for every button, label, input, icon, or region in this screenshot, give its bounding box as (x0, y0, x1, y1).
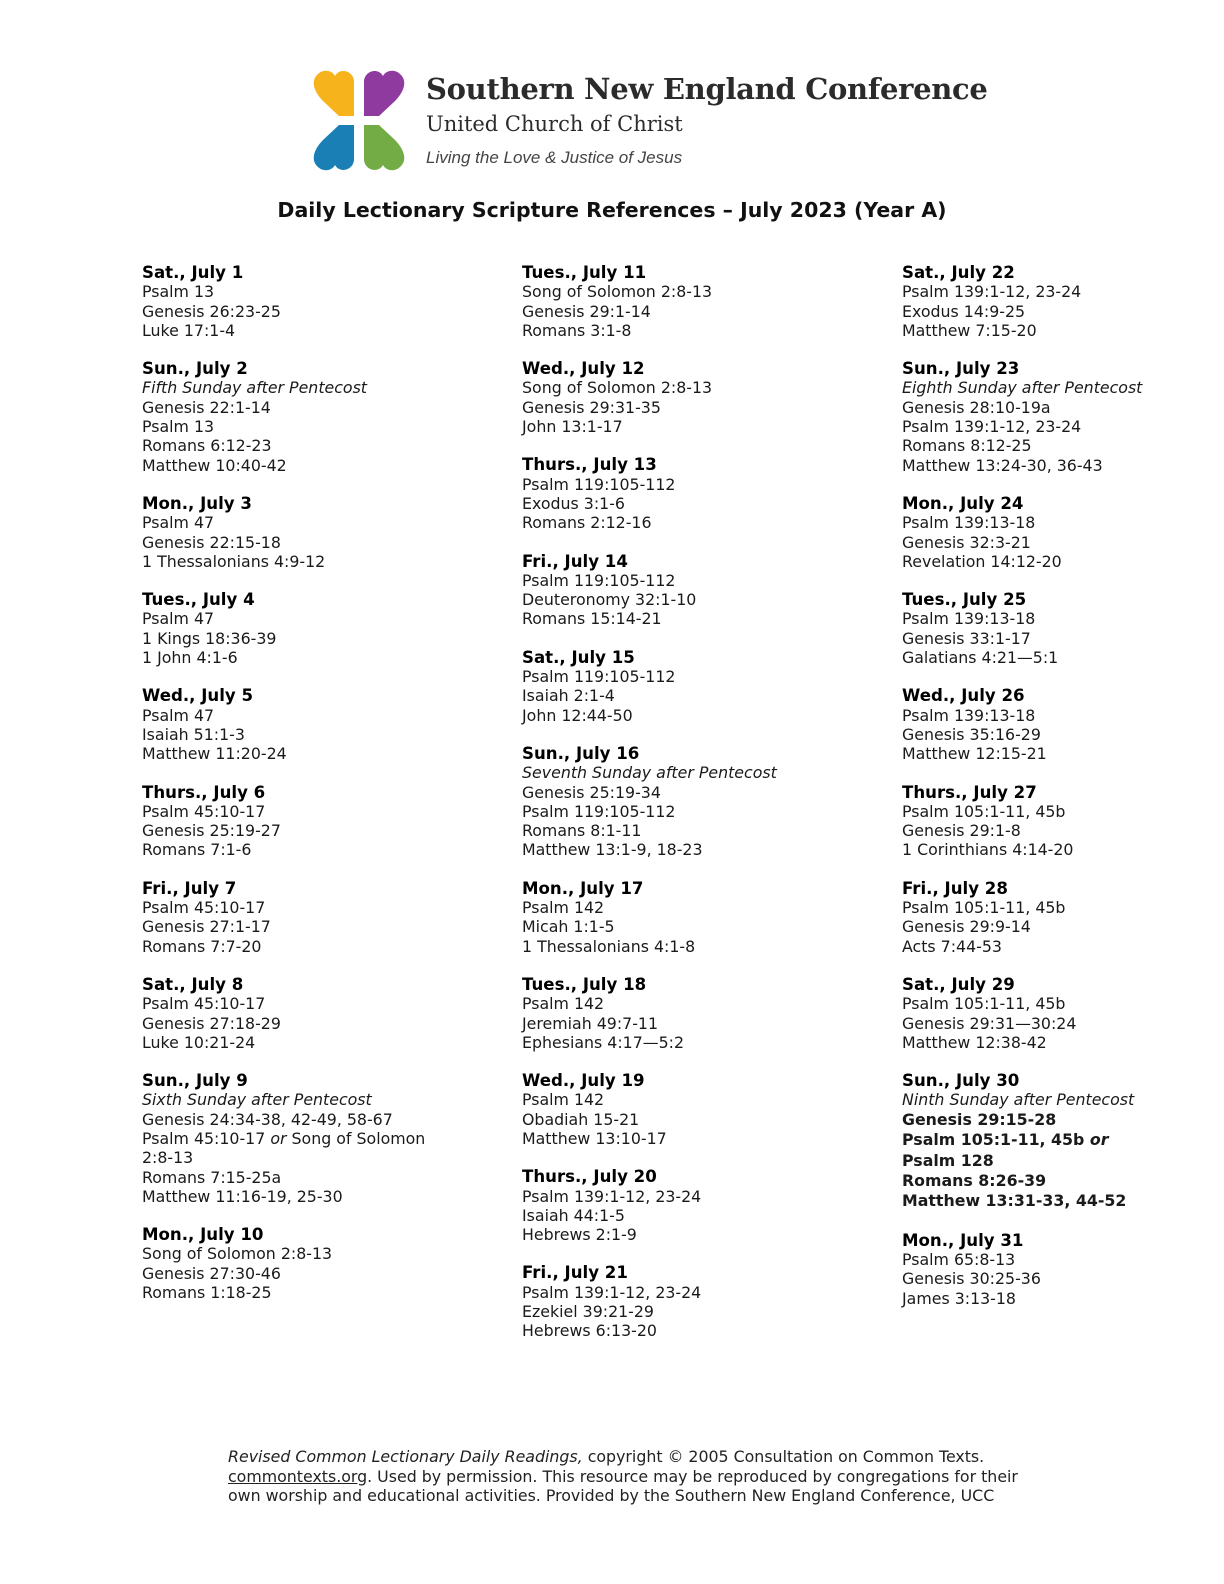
scripture-reading: Genesis 27:30-46 (142, 1263, 281, 1283)
scripture-reading: Psalm 105:1-11, 45b (902, 801, 1066, 821)
scripture-reading: Romans 8:26-39 (902, 1170, 1047, 1190)
scripture-reading: Psalm 45:10-17 (142, 801, 266, 821)
scripture-reading: 1 Corinthians 4:14-20 (902, 840, 1074, 860)
lectionary-column-2 (522, 263, 822, 1360)
scripture-reading: Isaiah 2:1-4 (522, 686, 615, 706)
day-heading: Sat., July 22 (902, 263, 1015, 282)
observance-label: Seventh Sunday after Pentecost (522, 763, 777, 783)
day-heading: Sat., July 29 (902, 974, 1015, 994)
scripture-reading: Galatians 4:21—5:1 (902, 648, 1059, 668)
scripture-reading: Genesis 30:25-36 (902, 1269, 1041, 1289)
scripture-reading: Romans 8:12-25 (902, 436, 1032, 456)
scripture-reading: Deuteronomy 32:1-10 (522, 590, 697, 610)
scripture-reading: Romans 15:14-21 (522, 609, 662, 629)
scripture-reading: Matthew 12:15-21 (902, 744, 1047, 764)
day-heading: Tues., July 11 (522, 263, 647, 282)
scripture-reading: Matthew 13:1-9, 18-23 (522, 840, 703, 860)
day-heading: Sun., July 9 (142, 1071, 248, 1091)
scripture-reading: Genesis 26:23-25 (142, 301, 281, 321)
scripture-reading: Romans 7:15-25a (142, 1167, 282, 1187)
scripture-reading: Ephesians 4:17—5:2 (522, 1032, 684, 1052)
scripture-reading: Isaiah 44:1-5 (522, 1205, 625, 1225)
scripture-reading: Psalm 47 (142, 705, 215, 725)
scripture-reading: Psalm 142 (522, 898, 605, 918)
day-entry (522, 1263, 822, 1340)
logo-blue-heart (314, 125, 354, 170)
day-entry (142, 879, 442, 956)
scripture-reading: Genesis 32:3-21 (902, 532, 1031, 552)
day-entry (522, 263, 822, 340)
scripture-reading: Genesis 25:19-34 (522, 782, 661, 802)
day-heading: Tues., July 4 (142, 590, 255, 610)
scripture-reading: Psalm 45:10-17 (142, 898, 266, 918)
day-heading: Fri., July 28 (902, 878, 1008, 898)
day-heading: Sun., July 2 (142, 359, 248, 379)
lectionary-column-1 (142, 263, 442, 1321)
scripture-reading: Psalm 139:1-12, 23-24 (902, 417, 1082, 437)
scripture-reading: Romans 2:12-16 (522, 513, 652, 533)
day-entry (142, 494, 442, 571)
logo-purple-heart (364, 71, 404, 116)
day-entry (522, 879, 822, 956)
scripture-reading: Jeremiah 49:7-11 (522, 1013, 659, 1033)
scripture-reading: Psalm 45:10-17 (142, 994, 266, 1014)
scripture-reading: Psalm 142 (522, 994, 605, 1014)
scripture-reading: John 13:1-17 (522, 417, 623, 437)
scripture-reading: Isaiah 51:1-3 (142, 724, 245, 744)
day-entry (902, 590, 1152, 667)
scripture-reading: Psalm 45:10-17 or Song of Solomon 2:8-13 (142, 1128, 426, 1168)
day-entry (522, 744, 822, 860)
scripture-reading: Genesis 33:1-17 (902, 628, 1031, 648)
scripture-reading: Revelation 14:12-20 (902, 551, 1062, 571)
scripture-reading: Psalm 105:1-11, 45b or Psalm 128 (902, 1130, 1109, 1170)
scripture-reading: Genesis 29:1-8 (902, 821, 1021, 841)
footer-credit-text: copyright © 2005 Consultation on Common Texts. (582, 1447, 985, 1466)
scripture-reading: Genesis 29:15-28 (902, 1109, 1057, 1129)
scripture-reading: Matthew 13:31-33, 44-52 (902, 1191, 1127, 1211)
scripture-reading: Psalm 139:1-12, 23-24 (522, 1186, 702, 1206)
day-heading: Fri., July 14 (522, 551, 628, 571)
scripture-reading: Romans 7:1-6 (142, 840, 252, 860)
day-entry (142, 359, 442, 475)
scripture-reading: Genesis 22:15-18 (142, 532, 281, 552)
observance-label: Fifth Sunday after Pentecost (142, 378, 368, 398)
scripture-reading: Psalm 47 (142, 513, 215, 533)
scripture-reading: Genesis 28:10-19a (902, 397, 1051, 417)
scripture-reading: 1 John 4:1-6 (142, 648, 238, 668)
day-heading: Mon., July 17 (522, 878, 644, 898)
scripture-reading: Genesis 27:18-29 (142, 1013, 281, 1033)
scripture-reading: Genesis 24:34-38, 42-49, 58-67 (142, 1109, 393, 1129)
day-heading: Tues., July 18 (522, 974, 647, 994)
scripture-reading: Genesis 29:31-35 (522, 397, 661, 417)
day-heading: Thurs., July 13 (522, 455, 657, 475)
day-heading: Tues., July 25 (902, 590, 1027, 610)
or-conjunction: or (270, 1128, 287, 1148)
scripture-reading: Genesis 22:1-14 (142, 397, 271, 417)
scripture-reading: Exodus 14:9-25 (902, 301, 1026, 321)
day-entry (522, 1167, 822, 1244)
day-entry (902, 494, 1152, 571)
page-header (306, 68, 988, 178)
scripture-reading: James 3:13-18 (902, 1288, 1016, 1308)
scripture-reading: Matthew 11:20-24 (142, 744, 287, 764)
scripture-reading: Genesis 29:31—30:24 (902, 1013, 1077, 1033)
logo-yellow-heart (314, 71, 354, 116)
footer-permission-text: . Used by permission. This resource may be reproduced by congregations for their own worship and educational activities. Provided by the Southern New England Conference, UCC (228, 1466, 1018, 1505)
day-heading: Thurs., July 20 (522, 1167, 657, 1187)
scripture-reading: Hebrews 2:1-9 (522, 1225, 637, 1245)
day-entry (902, 783, 1152, 860)
copyright-footer (228, 1447, 1048, 1506)
scripture-reading: Psalm 139:1-12, 23-24 (902, 282, 1082, 302)
day-heading: Mon., July 31 (902, 1230, 1024, 1250)
day-entry (142, 263, 442, 340)
scripture-reading: Psalm 119:105-112 (522, 570, 676, 590)
logo-green-heart (364, 125, 404, 170)
day-heading: Sun., July 30 (902, 1071, 1020, 1091)
day-heading: Mon., July 3 (142, 493, 252, 513)
observance-label: Ninth Sunday after Pentecost (902, 1090, 1135, 1110)
scripture-reading: Psalm 119:105-112 (522, 801, 676, 821)
scripture-reading: Psalm 65:8-13 (902, 1250, 1016, 1270)
day-heading: Wed., July 12 (522, 359, 645, 379)
scripture-reading: 1 Thessalonians 4:1-8 (522, 936, 696, 956)
day-entry (142, 686, 442, 763)
scripture-reading: Song of Solomon 2:8-13 (522, 282, 713, 302)
scripture-reading: Acts 7:44-53 (902, 936, 1002, 956)
day-heading: Wed., July 5 (142, 686, 254, 706)
scripture-reading: Genesis 35:16-29 (902, 724, 1041, 744)
footer-credit-title: Revised Common Lectionary Daily Readings, (228, 1447, 583, 1466)
scripture-reading: Psalm 139:13-18 (902, 705, 1036, 725)
scripture-reading: Song of Solomon 2:8-13 (522, 378, 713, 398)
day-entry (902, 263, 1152, 340)
day-entry (522, 1071, 822, 1148)
scripture-reading: Matthew 10:40-42 (142, 455, 287, 475)
scripture-reading: Matthew 7:15-20 (902, 320, 1037, 340)
day-entry (902, 1231, 1152, 1308)
scripture-reading: Genesis 29:1-14 (522, 301, 651, 321)
scripture-reading: Luke 17:1-4 (142, 320, 236, 340)
day-heading: Sat., July 15 (522, 647, 635, 667)
day-entry (142, 975, 442, 1052)
observance-label: Eighth Sunday after Pentecost (902, 378, 1143, 398)
scripture-reading: Luke 10:21-24 (142, 1032, 256, 1052)
scripture-reading: Psalm 105:1-11, 45b (902, 898, 1066, 918)
scripture-reading: Psalm 139:13-18 (902, 609, 1036, 629)
day-heading: Thurs., July 27 (902, 782, 1037, 802)
org-tagline: Living the Love & Justice of Jesus (426, 148, 683, 167)
scripture-reading: Psalm 13 (142, 282, 215, 302)
lectionary-column-3 (902, 263, 1152, 1327)
scripture-reading: John 12:44-50 (522, 705, 633, 725)
scripture-reading: Romans 7:7-20 (142, 936, 262, 956)
day-entry (902, 686, 1152, 763)
scripture-reading: 1 Thessalonians 4:9-12 (142, 551, 326, 571)
scripture-reading: Exodus 3:1-6 (522, 493, 625, 513)
day-entry (522, 359, 822, 436)
scripture-reading: Psalm 47 (142, 609, 215, 629)
scripture-reading: Micah 1:1-5 (522, 917, 615, 937)
day-entry (142, 590, 442, 667)
scripture-reading: Ezekiel 39:21-29 (522, 1302, 654, 1322)
heart-cross-logo-icon (306, 68, 412, 172)
day-entry (522, 648, 822, 725)
page-title: Daily Lectionary Scripture References – July 2023 (Year A) (277, 198, 947, 222)
day-entry (522, 455, 822, 532)
scripture-reading: Psalm 13 (142, 417, 215, 437)
scripture-reading: Matthew 11:16-19, 25-30 (142, 1186, 343, 1206)
scripture-reading: Song of Solomon 2:8-13 (142, 1244, 333, 1264)
org-name: Southern New England Conference (426, 72, 988, 106)
day-heading: Mon., July 24 (902, 493, 1024, 513)
day-heading: Sun., July 16 (522, 743, 640, 763)
day-entry (522, 975, 822, 1052)
scripture-reading: Genesis 29:9-14 (902, 917, 1031, 937)
scripture-reading: Psalm 105:1-11, 45b (902, 994, 1066, 1014)
day-heading: Wed., July 26 (902, 686, 1025, 706)
day-entry (142, 1225, 442, 1302)
day-heading: Sat., July 1 (142, 263, 244, 282)
day-entry (902, 975, 1152, 1052)
day-heading: Fri., July 21 (522, 1263, 628, 1283)
scripture-reading: Matthew 12:38-42 (902, 1032, 1047, 1052)
scripture-reading: Genesis 25:19-27 (142, 821, 281, 841)
commontexts-link[interactable]: commontexts.org (228, 1466, 368, 1486)
scripture-reading: Matthew 13:10-17 (522, 1128, 667, 1148)
day-heading: Fri., July 7 (142, 878, 237, 898)
day-entry (902, 879, 1152, 956)
scripture-reading: 1 Kings 18:36-39 (142, 628, 277, 648)
day-heading: Sun., July 23 (902, 359, 1020, 379)
observance-label: Sixth Sunday after Pentecost (142, 1090, 372, 1110)
scripture-reading: Romans 6:12-23 (142, 436, 272, 456)
scripture-reading: Psalm 119:105-112 (522, 667, 676, 687)
day-entry (902, 1071, 1152, 1212)
scripture-reading: Genesis 27:1-17 (142, 917, 271, 937)
day-heading: Thurs., July 6 (142, 782, 266, 802)
scripture-reading: Romans 8:1-11 (522, 821, 642, 841)
scripture-reading: Romans 3:1-8 (522, 320, 632, 340)
day-heading: Wed., July 19 (522, 1071, 645, 1091)
scripture-reading: Psalm 142 (522, 1090, 605, 1110)
scripture-reading: Psalm 119:105-112 (522, 474, 676, 494)
day-heading: Mon., July 10 (142, 1225, 264, 1245)
scripture-reading: Hebrews 6:13-20 (522, 1321, 657, 1341)
day-heading: Sat., July 8 (142, 974, 244, 994)
day-entry (142, 783, 442, 860)
day-entry (142, 1071, 442, 1206)
or-conjunction: or (1089, 1130, 1109, 1150)
scripture-reading: Romans 1:18-25 (142, 1283, 272, 1303)
scripture-reading: Obadiah 15-21 (522, 1109, 640, 1129)
day-entry (902, 359, 1152, 475)
scripture-reading: Matthew 13:24-30, 36-43 (902, 455, 1103, 475)
day-entry (522, 552, 822, 629)
scripture-reading: Psalm 139:13-18 (902, 513, 1036, 533)
scripture-reading: Psalm 139:1-12, 23-24 (522, 1282, 702, 1302)
org-subtitle: United Church of Christ (426, 112, 683, 136)
